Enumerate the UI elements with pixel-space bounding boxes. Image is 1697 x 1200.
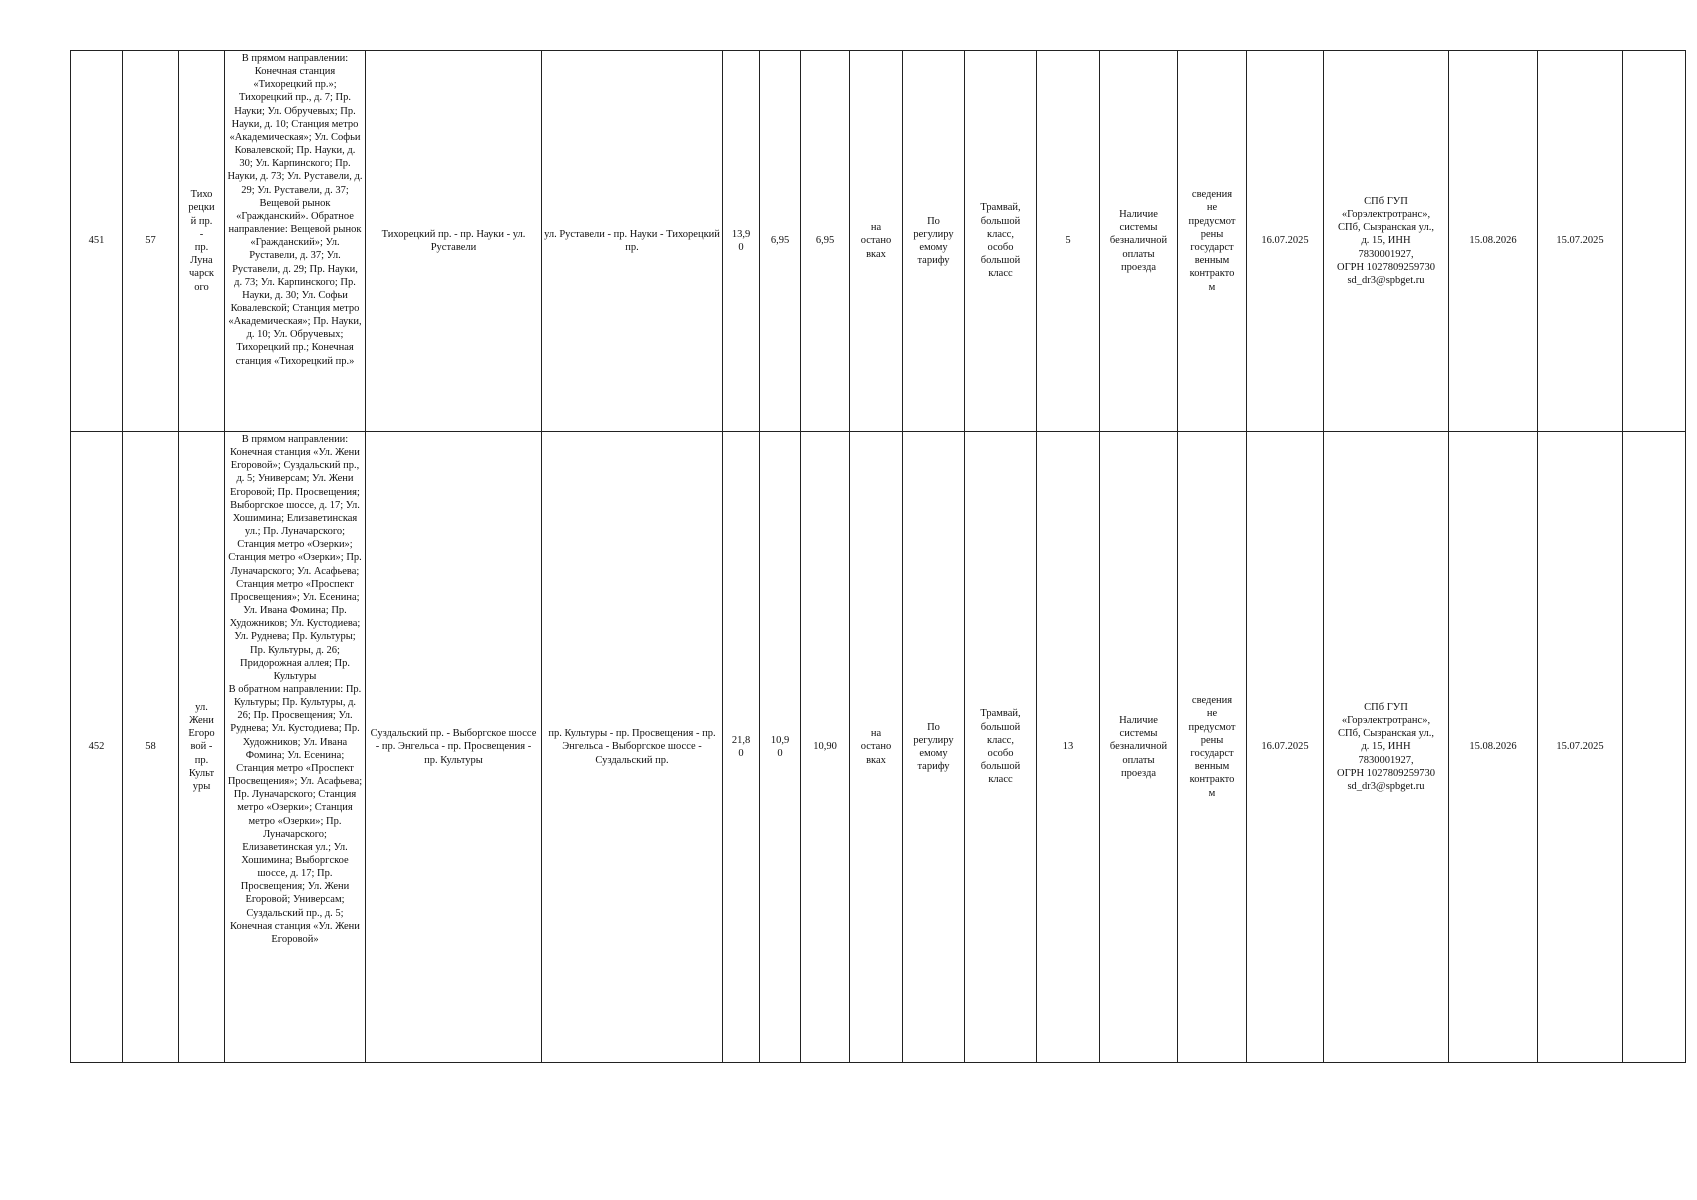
tariff-type: По регулиру емому тарифу (903, 432, 965, 1063)
table-row (71, 51, 1686, 432)
vehicle-count: 5 (1037, 51, 1100, 432)
carrier-info: СПб ГУП «Горэлектротранс», СПб, Сызранская ул., д. 15, ИНН 7830001927, ОГРН 1027809259730 sd_dr3@spbget.ru (1324, 432, 1449, 1063)
route-length-backward: 6,95 (801, 51, 850, 432)
table-row (71, 432, 1686, 1063)
vehicle-class: Трамвай, большой класс, особо большой класс (965, 432, 1037, 1063)
extra-cell (1623, 51, 1686, 432)
boarding-order: на остано вках (850, 51, 903, 432)
contract-info: сведения не предусмот рены государст венным контракто м (1178, 432, 1247, 1063)
route-length-forward: 6,95 (760, 51, 801, 432)
route-name: ул. Жени Егоро вой - пр. Культ уры (179, 432, 225, 1063)
change-date: 15.07.2025 (1538, 51, 1623, 432)
routes-register-table (70, 50, 1686, 1063)
route-name: Тихо рецки й пр. - пр. Луна чарск ого (179, 51, 225, 432)
streets-forward: Суздальский пр. - Выборгское шоссе - пр. Энгельса - пр. Просвещения - пр. Культуры (366, 432, 542, 1063)
end-date: 15.08.2026 (1449, 432, 1538, 1063)
registry-number: 452 (71, 432, 123, 1063)
route-number: 57 (123, 51, 179, 432)
contract-info: сведения не предусмот рены государст венным контракто м (1178, 51, 1247, 432)
payment-characteristics: Наличие системы безналичной оплаты проезда (1100, 51, 1178, 432)
route-length: 13,9 0 (723, 51, 760, 432)
end-date: 15.08.2026 (1449, 51, 1538, 432)
change-date: 15.07.2025 (1538, 432, 1623, 1063)
payment-characteristics: Наличие системы безналичной оплаты проезда (1100, 432, 1178, 1063)
start-date: 16.07.2025 (1247, 432, 1324, 1063)
stops-list: В прямом направлении: Конечная станция «Ул. Жени Егоровой»; Суздальский пр., д. 5; Универсам; Ул. Жени Егоровой; Пр. Просвещения; Выборгское шоссе, д. 17; Ул. Хошимина; Елизаветинская ул.; Пр. Луначарского; Станция метро «Озерки»; Станция метро «Озерки»; Пр. Луначарского; Ул. Асафьева; Станция метро «Проспект Просвещения»; Ул. Есенина; Ул. Ивана Фомина; Пр. Художников; Ул. Кустодиева; Ул. Руднева; Пр. Культуры; Пр. Культуры, д. 26; Придорожная аллея; Пр. Культуры В обратном направлении: Пр. Культуры; Пр. Культуры, д. 26; Пр. Просвещения; Ул. Руднева; Ул. Кустодиева; Пр. Художников; Ул. Ивана Фомина; Ул. Есенина; Станция метро «Проспект Просвещения»; Ул. Асафьева; Пр. Луначарского; Станция метро «Озерки»; Станция метро «Озерки»; Пр. Луначарского; Елизаветинская ул.; Ул. Хошимина; Выборгское шоссе, д. 17; Пр. Просвещения; Ул. Жени Егоровой; Универсам; Суздальский пр., д. 5; Конечная станция «Ул. Жени Егоровой» (225, 432, 366, 1063)
start-date: 16.07.2025 (1247, 51, 1324, 432)
boarding-order: на остано вках (850, 432, 903, 1063)
tariff-type: По регулиру емому тарифу (903, 51, 965, 432)
route-number: 58 (123, 432, 179, 1063)
streets-backward: пр. Культуры - пр. Просвещения - пр. Энгельса - Выборгское шоссе - Суздальский пр. (542, 432, 723, 1063)
carrier-info: СПб ГУП «Горэлектротранс», СПб, Сызранская ул., д. 15, ИНН 7830001927, ОГРН 1027809259730 sd_dr3@spbget.ru (1324, 51, 1449, 432)
registry-number: 451 (71, 51, 123, 432)
extra-cell (1623, 432, 1686, 1063)
route-length-backward: 10,90 (801, 432, 850, 1063)
stops-list: В прямом направлении: Конечная станция «Тихорецкий пр.»; Тихорецкий пр., д. 7; Пр. Науки; Ул. Обручевых; Пр. Науки, д. 10; Станция метро «Академическая»; Ул. Софьи Ковалевской; Пр. Науки, д. 30; Ул. Карпинского; Пр. Науки, д. 73; Ул. Руставели, д. 29; Ул. Руставели, д. 37; Вещевой рынок «Гражданский». Обратное направление: Вещевой рынок «Гражданский»; Ул. Руставели, д. 37; Ул. Руставели, д. 29; Пр. Науки, д. 73; Ул. Карпинского; Пр. Науки, д. 30; Ул. Софьи Ковалевской; Станция метро «Академическая»; Пр. Науки, д. 10; Ул. Обручевых; Тихорецкий пр.; Конечная станция «Тихорецкий пр.» (225, 51, 366, 432)
route-length: 21,8 0 (723, 432, 760, 1063)
streets-backward: ул. Руставели - пр. Науки - Тихорецкий пр. (542, 51, 723, 432)
route-length-forward: 10,9 0 (760, 432, 801, 1063)
vehicle-class: Трамвай, большой класс, особо большой класс (965, 51, 1037, 432)
streets-forward: Тихорецкий пр. - пр. Науки - ул. Руставели (366, 51, 542, 432)
vehicle-count: 13 (1037, 432, 1100, 1063)
